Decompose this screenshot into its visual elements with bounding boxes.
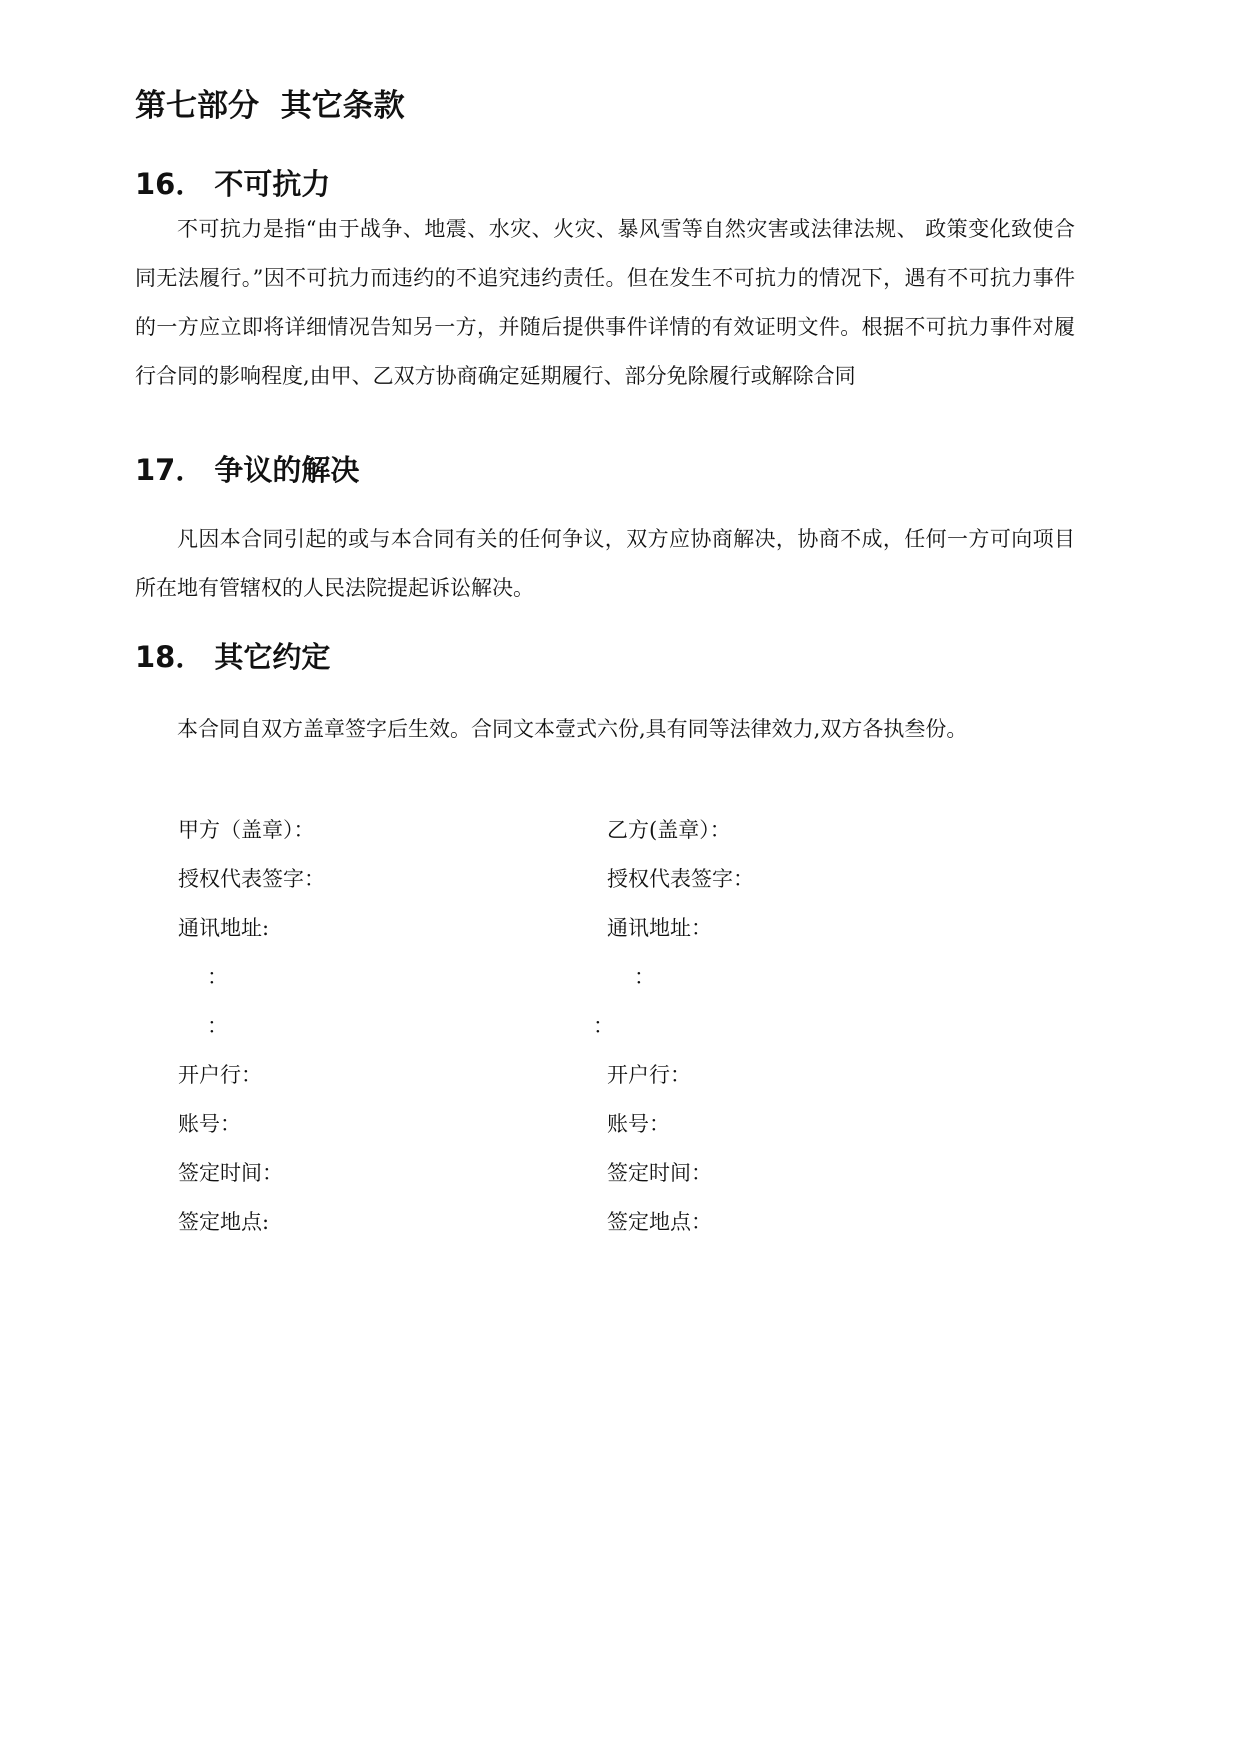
party-a-representative-label: 授权代表签字： xyxy=(178,867,325,891)
section-number: 16． xyxy=(135,167,205,201)
section-title: 争议的解决 xyxy=(214,453,360,487)
section-number: 18． xyxy=(135,640,205,674)
party-a-sign-place-label: 签定地点: xyxy=(178,1210,270,1234)
section-17-heading xyxy=(135,450,359,490)
party-b-bank-label: 开户行： xyxy=(607,1063,691,1087)
party-b-sign-place-label: 签定地点： xyxy=(607,1210,712,1234)
section-title: 其它约定 xyxy=(214,640,331,674)
section-17-body: 凡因本合同引起的或与本合同有关的任何争议，双方应协商解决，协商不成，任何一方可向项目所在地有管辖权的人民法院提起诉讼解决。 xyxy=(135,527,1075,600)
party-a-sign-date-label: 签定时间： xyxy=(178,1161,283,1185)
section-18-body: 本合同自双方盖章签字后生效。合同文本壹式六份,具有同等法律效力,双方各执叁份。 xyxy=(177,717,968,741)
party-a-bank-label: 开户行： xyxy=(178,1063,262,1087)
party-b-sign-date-label: 签定时间： xyxy=(607,1161,712,1185)
party-a-address-label: 通讯地址: xyxy=(178,916,270,940)
party-b-address-label: 通讯地址： xyxy=(607,916,712,940)
section-title: 不可抗力 xyxy=(214,167,331,201)
party-a-blank-label-1: ： xyxy=(207,965,228,989)
party-b-blank-label-1: ： xyxy=(634,965,655,989)
part-title: 第七部分 其它条款 xyxy=(135,88,405,124)
party-a-account-label: 账号： xyxy=(178,1112,241,1136)
party-b-seal-label: 乙方(盖章）： xyxy=(607,818,731,842)
section-number: 17． xyxy=(135,453,205,487)
section-18-heading xyxy=(135,637,330,677)
party-a-seal-label: 甲方（盖章）： xyxy=(178,818,315,842)
section-16-body: 不可抗力是指“由于战争、地震、水灾、火灾、暴风雪等自然灾害或法律法规、 政策变化致使合同无法履行。”因不可抗力而违约的不追究违约责任。但在发生不可抗力的情况下，遇有不可抗力事件的一方应立即将详细情况告知另一方，并随后提供事件详情的有效证明文件。根据不可抗力事件对履行合同的影响程度,由甲、乙双方协商确定延期履行、部分免除履行或解除合同 xyxy=(135,217,1075,388)
party-b-representative-label: 授权代表签字： xyxy=(607,867,754,891)
section-16-heading xyxy=(135,164,330,204)
party-a-blank-label-2: ： xyxy=(207,1014,228,1038)
party-b-blank-label-2: ： xyxy=(593,1014,614,1038)
party-b-account-label: 账号： xyxy=(607,1112,670,1136)
